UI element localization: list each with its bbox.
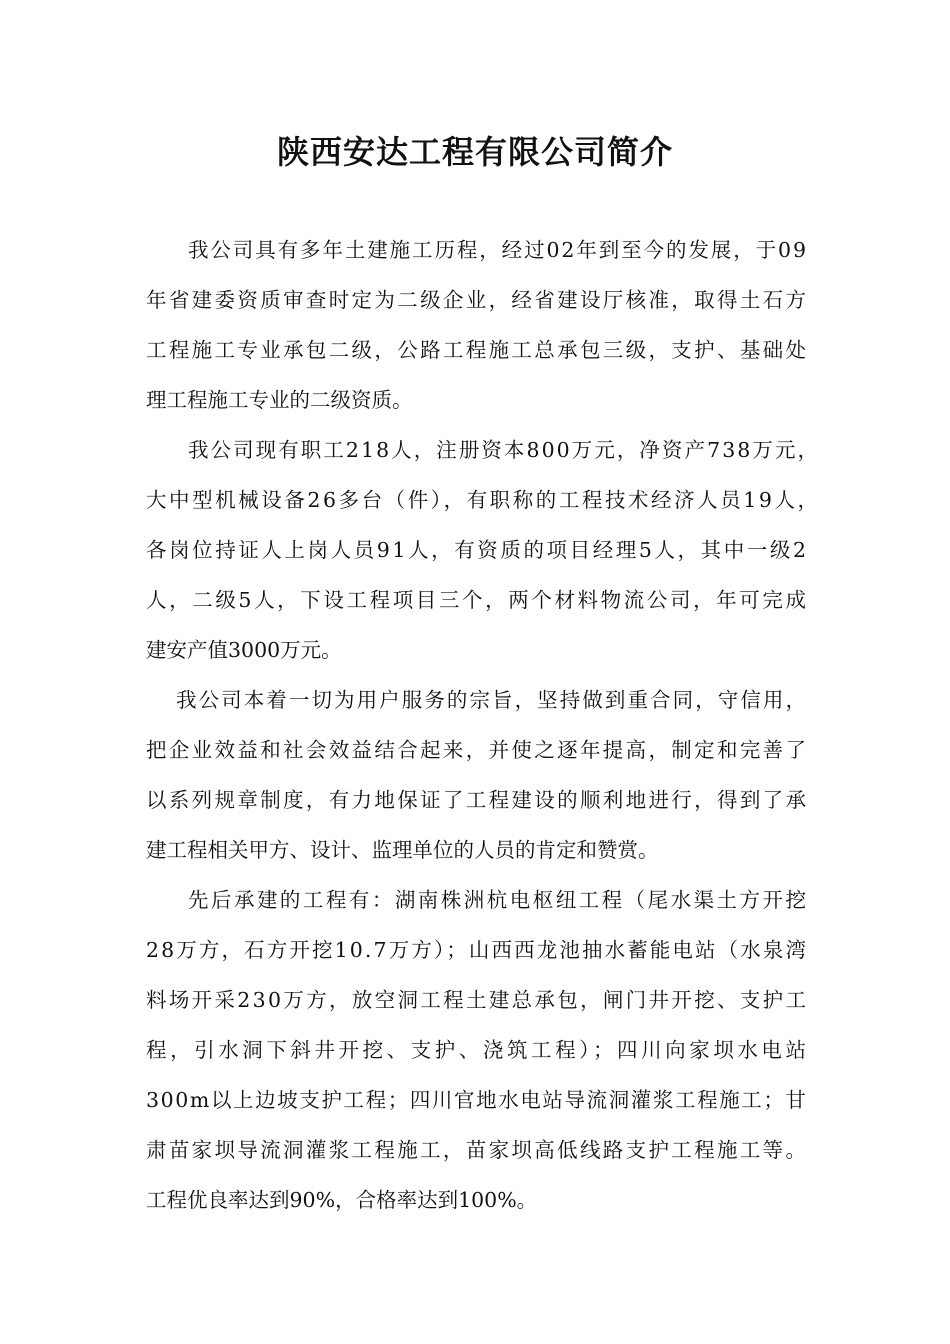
paragraph-2-line-3: 各岗位持证人上岗人员91人，有资质的项目经理5人，其中一级2 [146,538,809,562]
paragraph-2-line-4: 人，二级5人，下设工程项目三个，两个材料物流公司，年可完成 [146,588,809,612]
paragraph-2-line-1: 我公司现有职工218人，注册资本800万元，净资产738万元， [188,438,821,462]
paragraph-1-line-1: 我公司具有多年土建施工历程，经过02年到至今的发展，于09 [188,238,808,262]
paragraph-4-line-4: 程，引水洞下斜井开挖、支护、浇筑工程）；四川向家坝水电站 [146,1038,810,1062]
paragraph-1-line-2: 年省建委资质审查时定为二级企业，经省建设厅核准，取得土石方 [146,288,809,312]
paragraph-3-line-1: 我公司本着一切为用户服务的宗旨，坚持做到重合同，守信用， [176,688,809,712]
paragraph-4-line-3: 料场开采230万方，放空洞工程土建总承包，闸门井开挖、支护工 [146,988,809,1012]
paragraph-2-line-5: 建安产值3000万元。 [146,638,342,662]
paragraph-2-line-2: 大中型机械设备26多台（件），有职称的工程技术经济人员19人， [146,488,821,512]
paragraph-3-line-3: 以系列规章制度，有力地保证了工程建设的顺利地进行，得到了承 [146,788,809,812]
paragraph-3-line-2: 把企业效益和社会效益结合起来，并使之逐年提高，制定和完善了 [146,738,809,762]
paragraph-3-line-4: 建工程相关甲方、设计、监理单位的人员的肯定和赞赏。 [146,838,659,862]
paragraph-4-line-6: 肃苗家坝导流洞灌浆工程施工，苗家坝高低线路支护工程施工等。 [146,1138,809,1162]
paragraph-4-line-2: 28万方，石方开挖10.7万方）；山西西龙池抽水蓄能电站（水泉湾 [146,938,809,962]
paragraph-1-line-4: 理工程施工专业的二级资质。 [146,388,413,412]
paragraph-1-line-3: 工程施工专业承包二级，公路工程施工总承包三级，支护、基础处 [146,338,809,362]
document-title: 陕西安达工程有限公司简介 [276,133,673,171]
paragraph-4-line-1: 先后承建的工程有：湖南株洲杭电枢纽工程（尾水渠土方开挖 [188,888,809,912]
paragraph-4-line-7: 工程优良率达到90%，合格率达到100%。 [146,1188,538,1212]
paragraph-4-line-5: 300m以上边坡支护工程；四川官地水电站导流洞灌浆工程施工；甘 [146,1088,808,1112]
